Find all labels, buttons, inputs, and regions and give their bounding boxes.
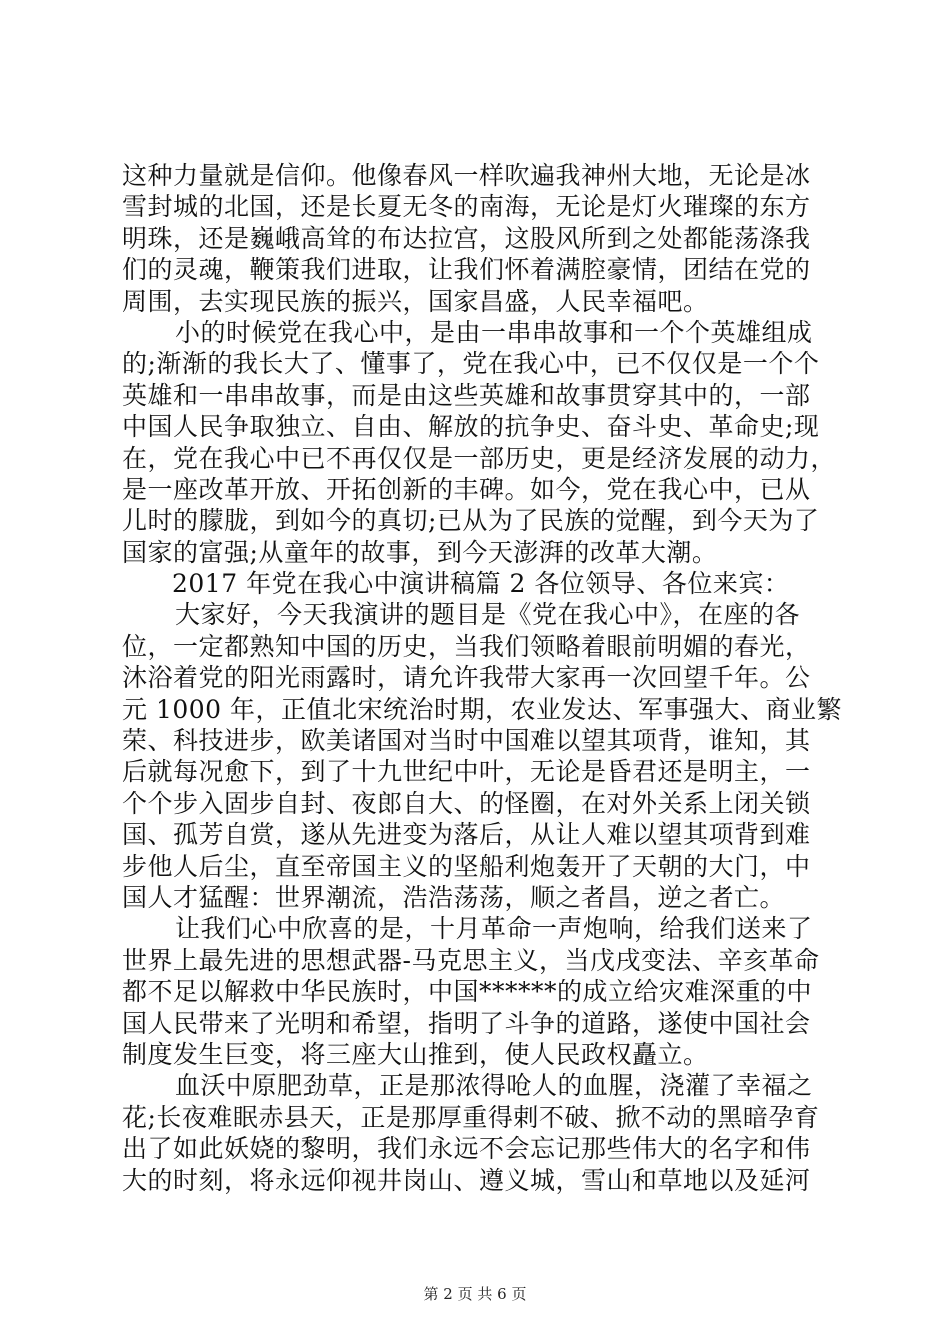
text-line: 是一座改革开放、开拓创新的丰碑。如今，党在我心中，已从 <box>122 474 811 504</box>
text-line: 制度发生巨变，将三座大山推到，使人民政权矗立。 <box>122 1039 709 1069</box>
document-body <box>122 160 843 1196</box>
text-line: 都不足以解救中华民族时，中国******的成立给灾难深重的中 <box>122 977 813 1007</box>
paragraph-first-line: 血沃中原肥劲草，正是那浓得呛人的血腥，浇灌了幸福之 <box>175 1071 813 1101</box>
text-line: 沐浴着党的阳光雨露时，请允许我带大家再一次回望千年。公 <box>122 663 811 693</box>
section-heading: 2017 年党在我心中演讲稿篇 2 各位领导、各位来宾： <box>172 569 790 599</box>
text-line: 这种力量就是信仰。他像春风一样吹遍我神州大地，无论是冰 <box>122 161 811 190</box>
text-line: 英雄和一串串故事，而是由这些英雄和故事贯穿其中的，一部 <box>122 380 811 410</box>
text-line: 国家的富强;从童年的故事，到今天澎湃的改革大潮。 <box>122 537 718 567</box>
text-line: 国、孤芳自赏，遂从先进变为落后，从让人难以望其项背到难 <box>122 820 811 850</box>
page-number: 第 2 页 共 6 页 <box>423 1285 527 1303</box>
text-line: 位，一定都熟知中国的历史，当我们领略着眼前明媚的春光， <box>122 631 811 661</box>
text-line: 大的时刻，将永远仰视井岗山、遵义城，雪山和草地以及延河 <box>122 1165 811 1195</box>
paragraph-first-line: 小的时候党在我心中，是由一串串故事和一个个英雄组成 <box>175 317 813 347</box>
text-line: 个个步入固步自封、夜郎自大、的怪圈，在对外关系上闭关锁 <box>122 788 811 818</box>
text-line: 世界上最先进的思想武器-马克思主义，当戊戌变法、辛亥革命 <box>122 945 820 975</box>
text-line: 后就每况愈下，到了十九世纪中叶，无论是昏君还是明主，一 <box>122 757 811 787</box>
text-line: 的;渐渐的我长大了、懂事了，党在我心中，已不仅仅是一个个 <box>122 349 820 379</box>
text-line: 国人才猛醒：世界潮流，浩浩荡荡，顺之者昌，逆之者亡。 <box>122 882 786 912</box>
text-line: 们的灵魂，鞭策我们进取，让我们怀着满腔豪情，团结在党的 <box>122 255 811 285</box>
text-line: 明珠，还是巍峨高耸的布达拉宫，这股风所到之处都能荡涤我 <box>122 223 811 253</box>
text-line: 元 1000 年，正值北宋统治时期，农业发达、军事强大、商业繁 <box>122 694 843 724</box>
text-line: 周围，去实现民族的振兴，国家昌盛，人民幸福吧。 <box>122 286 709 316</box>
text-line: 出了如此妖娆的黎明，我们永远不会忘记那些伟大的名字和伟 <box>122 1134 811 1164</box>
text-line: 中国人民争取独立、自由、解放的抗争史、奋斗史、革命史;现 <box>122 412 820 442</box>
paragraph-first-line: 让我们心中欣喜的是，十月革命一声炮响，给我们送来了 <box>175 914 813 944</box>
text-line: 荣、科技进步，欧美诸国对当时中国难以望其项背，谁知，其 <box>122 726 811 756</box>
text-line: 国人民带来了光明和希望，指明了斗争的道路，遂使中国社会 <box>122 1008 811 1038</box>
text-line: 儿时的朦胧，到如今的真切;已从为了民族的觉醒，到今天为了 <box>122 506 820 536</box>
text-line: 花;长夜难眠赤县天，正是那厚重得剌不破、掀不动的黑暗孕育 <box>122 1102 820 1132</box>
paragraph-first-line: 大家好，今天我演讲的题目是《党在我心中》，在座的各 <box>175 600 801 630</box>
text-line: 雪封城的北国，还是长夏无冬的南海，无论是灯火璀璨的东方 <box>122 192 811 222</box>
text-line: 在，党在我心中已不再仅仅是一部历史，更是经济发展的动力， <box>122 443 837 473</box>
text-line: 步他人后尘，直至帝国主义的坚船利炮轰开了天朝的大门，中 <box>122 851 811 881</box>
